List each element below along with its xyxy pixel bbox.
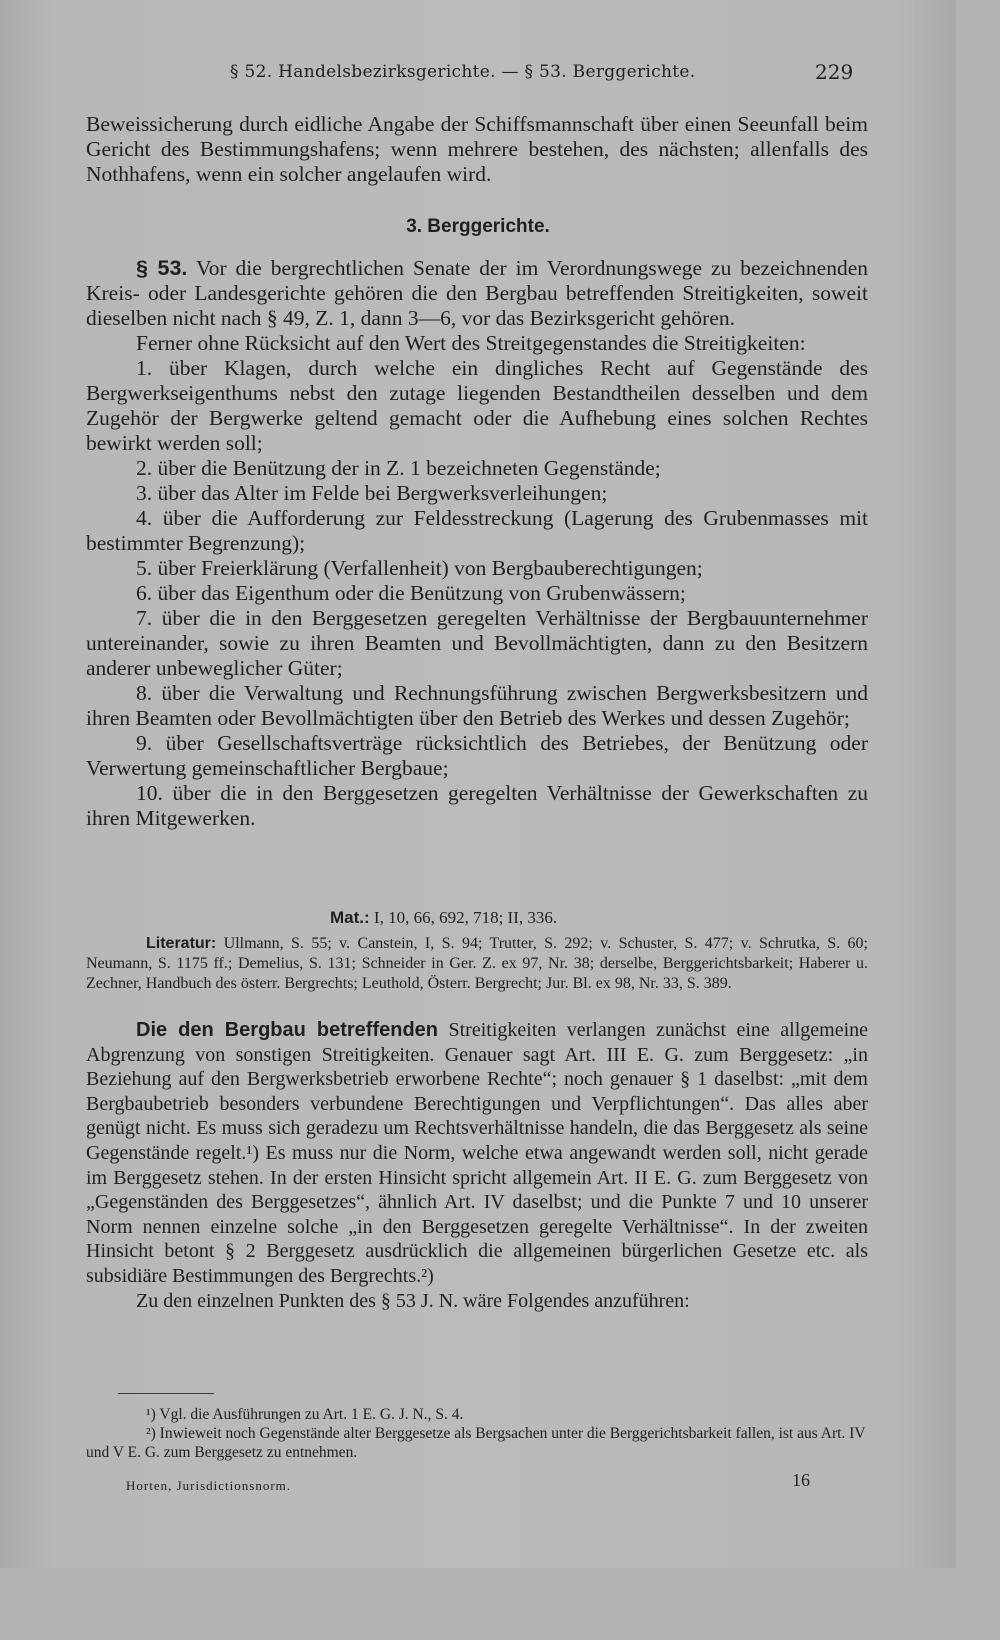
footnote: ¹) Vgl. die Ausführungen zu Art. 1 E. G. J. N., S. 4. xyxy=(146,1406,464,1423)
section-further: Ferner ohne Rücksicht auf den Wert des Streitgegenstandes die Streitigkeiten: xyxy=(136,331,806,355)
signature-line: Horten, Jurisdictionsnorm. xyxy=(126,1478,292,1493)
literature-text: Ullmann, S. 55; v. Canstein, I, S. 94; Trutter, S. 292; v. Schuster, S. 477; v. Schrutka, S. 60; Neumann, S. 1175 ff.; Demelius, S. 131; Schneider in Ger. Z. ex 97, Nr. 38; derselbe, Berggerichtsbarkeit; Haberer u. Zechner, Handbuch des österr. Bergrechts; Leuthold, Österr. Bergrecht; Jur. Bl. ex 98, Nr. 33, S. 389. xyxy=(86,935,868,992)
materials-label: Mat.: xyxy=(330,908,370,927)
commentary-paragraph xyxy=(86,1018,868,1289)
footnotes xyxy=(86,1405,868,1462)
footnote: ²) Inwieweit noch Gegenstände alter Berggesetze als Bergsachen unter die Berggerichtsbarkeit fallen, ist aus Art. IV und V E. G. zum Berggesetz zu entnehmen. xyxy=(86,1425,866,1461)
section-heading: 3. Berggerichte. xyxy=(406,216,550,237)
signature-number: 16 xyxy=(792,1470,810,1490)
materials-line xyxy=(330,908,557,928)
list-item: 7. über die in den Berggesetzen geregelten Verhältnisse der Bergbauunternehmer untereinander, sowie zu ihren Beamten und Bevollmächtigten, dann zu den Besitzern anderer unbeweglicher Güter; xyxy=(86,606,868,680)
section-intro xyxy=(86,256,868,331)
commentary-lead: Die den Bergbau betreffenden xyxy=(136,1019,439,1041)
list-item: 9. über Gesellschaftsverträge rücksichtlich des Betriebes, der Benützung oder Verwertung gemeinschaftlicher Bergbaue; xyxy=(86,731,868,780)
top-paragraph: Beweissicherung durch eidliche Angabe der Schiffsmannschaft über einen Seeunfall beim Gericht des Bestimmungshafens; wenn mehrere bestehen, des nächsten; allenfalls des Nothhafens, wenn ein solcher angelaufen wird. xyxy=(86,112,868,186)
literature-label: Literatur: xyxy=(146,935,217,952)
commentary-paragraph: Zu den einzelnen Punkten des § 53 J. N. wäre Folgendes anzuführen: xyxy=(136,1289,690,1312)
literature-block xyxy=(86,934,868,994)
list-item: 2. über die Benützung der in Z. 1 bezeichneten Gegenstände; xyxy=(136,456,661,480)
list-item: 1. über Klagen, durch welche ein dingliches Recht auf Gegenstände des Bergwerkseigenthums nebst den zutage liegenden Bestandtheilen desselben und dem Zugehör der Bergwerke geltend gemacht oder die Aufhebung eines solchen Rechtes bewirkt werden soll; xyxy=(86,356,868,455)
materials-text: I, 10, 66, 692, 718; II, 336. xyxy=(373,908,558,927)
section-53-body xyxy=(86,256,868,831)
list-item: 3. über das Alter im Felde bei Bergwerksverleihungen; xyxy=(136,481,608,505)
section-intro-text: Vor die bergrechtlichen Senate der im Verordnungswege zu bezeichnenden Kreis- oder Landesgerichte gehören die den Bergbau betreffenden Streitigkeiten, soweit dieselben nicht nach § 49, Z. 1, dann 3—6, vor das Bezirksgericht gehören. xyxy=(86,256,868,330)
list-item: 8. über die Verwaltung und Rechnungsführung zwischen Bergwerksbesitzern und ihren Beamten oder Bevollmächtigten über den Betrieb des Werkes und dessen Zugehör; xyxy=(86,681,868,730)
list-item: 10. über die in den Berggesetzen geregelten Verhältnisse der Gewerkschaften zu ihren Mitgewerken. xyxy=(86,781,868,830)
commentary-body xyxy=(86,1018,868,1313)
continued-paragraph xyxy=(86,112,868,187)
list-item: 5. über Freierklärung (Verfallenheit) von Bergbauberechtigungen; xyxy=(136,556,703,580)
commentary-text: Streitigkeiten verlangen zunächst eine allgemeine Abgrenzung von sonstigen Streitigkeiten. Genauer sagt Art. III E. G. zum Berggesetz: „in Beziehung auf den Bergwerksbetrieb erworbene Rechte“; noch genauer § 1 daselbst: „mit dem Bergbaubetrieb besonders verbundene Berechtigungen und Verpflichtungen“. Das alles aber genügt nicht. Es muss sich geradezu um Rechtsverhältnisse handeln, die das Berggesetz als seine Gegenstände regelt.¹) Es muss nur die Norm, welche etwa angewandt werden soll, nicht gerade im Berggesetz stehen. In der ersten Hinsicht spricht allgemein Art. II E. G. zum Berggesetz von „Gegenständen des Berggesetzes“, ähnlich Art. IV daselbst; und die Punkte 7 und 10 unserer Norm nennen einzelne solche „in den Berggesetzen geregelte Verhältnisse“. In der zweiten Hinsicht betont § 2 Berggesetz ausdrücklich die allgemeinen bürgerlichen Gesetze etc. als subsidiäre Bestimmungen des Bergrechts.²) xyxy=(86,1019,868,1287)
list-item: 4. über die Aufforderung zur Feldesstreckung (Lagerung des Grubenmasses mit bestimmter Begrenzung); xyxy=(86,506,868,555)
page-number: 229 xyxy=(815,60,854,84)
footnote-divider xyxy=(118,1393,214,1394)
running-header: § 52. Handelsbezirksgerichte. — § 53. Berggerichte. xyxy=(230,62,696,82)
list-item: 6. über das Eigenthum oder die Benützung von Grubenwässern; xyxy=(136,581,686,605)
section-number: § 53. xyxy=(136,256,188,280)
